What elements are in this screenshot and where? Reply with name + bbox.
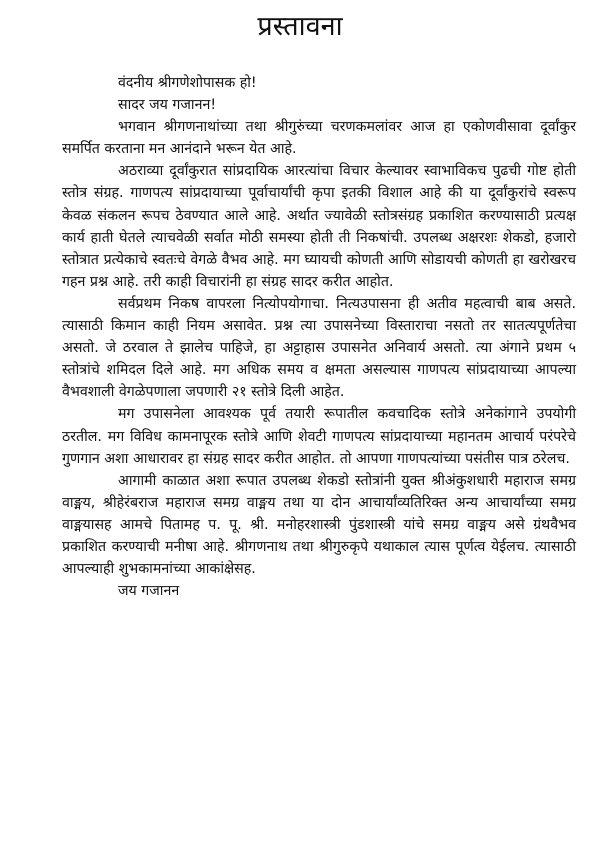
paragraph-stotra-arrangement: मग उपासनेला आवश्यक पूर्व तयारी रूपातील कवचादिक स्तोत्रे अनेकांगाने उपयोगी ठरतील. मग विविध कामनापूरक स्तोत्रे आणि शेवटी गाणपत्य सांप्रदायाच्या महानतम आचार्य परंपरेचे गुणगान अशा आधारावर हा संग्रह सादर करीत आहोत. तो आपणा गाणपत्यांच्या पसंतीस पात्र ठरेलच.: [62, 406, 576, 467]
paragraph-collection-criteria: अठराव्या दूर्वांकुरात सांप्रदायिक आरत्यांचा विचार केल्यावर स्वाभाविकच पुढची गोष्ट होती स्तोत्र संग्रह. गाणपत्य सांप्रदायाच्या पूर्वाचार्यांची कृपा इतकी विशाल आहे की या दूर्वांकुरांचे स्वरूप केवळ संकलन रूपच ठेवण्यात आले आहे. अर्थात ज्यावेळी स्तोत्रसंग्रह प्रकाशित करण्यासाठी प्रत्यक्ष कार्य हाती घेतले त्याचवेळी सर्वात मोठी समस्या होती ती निकषांची. उपलब्ध अक्षरशः शेकडो, हजारो स्तोत्रात प्रत्येकाचे स्वतःचे वेगळे वैभव आहे. मग घ्यायची कोणती आणि सोडायची कोणती हा खरोखरच गहन प्रश्न आहे. तरी काही विचारांनी हा संग्रह सादर करीत आहोत.: [62, 163, 576, 290]
page-title: प्रस्तावना: [257, 11, 343, 42]
paragraph-daily-worship: सर्वप्रथम निकष वापरला नित्योपयोगाचा. नित्यउपासना ही अतीव महत्वाची बाब असते. त्यासाठी किमान काही नियम असावेत. प्रश्न त्या उपासनेच्या विस्ताराचा नसतो तर सातत्यपूर्णतेचा असतो. जे ठरवाल ते झालेच पाहिजे, हा अट्टाहास उपासनेत अनिवार्य असतो. त्या अंगाने प्रथम ५ स्तोत्रांचे शमिदल दिले आहे. मग अधिक समय व क्षमता असल्यास गाणपत्य सांप्रदायाच्या आपल्या वैभवशाली वेगळेपणाला जपणारी २१ स्तोत्रे दिली आहेत.: [62, 295, 576, 401]
paragraph-dedication: भगवान श्रीगणनाथांच्या तथा श्रीगुरुंच्या चरणकमलांवर आज हा एकोणवीसावा दूर्वांकुर समर्पित करताना मन आनंदाने भरून येत आहे.: [62, 119, 576, 158]
salutation-line: वंदनीय श्रीगणेशोपासक हो!: [118, 75, 257, 91]
document-body: [62, 72, 576, 602]
greeting-line: सादर जय गजानन!: [118, 97, 217, 114]
paragraph-future-publications: आगामी काळात अशा रूपात उपलब्ध शेकडो स्तोत्रांनी युक्त श्रीअंकुशधारी महाराज समग्र वाङ्मय, श्रीहेरंबराज महाराज समग्र वाङ्मय तथा या दोन आचार्यांव्यतिरिक्त अन्य आचार्यांच्या समग्र वाङ्मयासह आमचे पितामह प. पू. श्री. मनोहरशास्त्री पुंडशास्त्री यांचे समग्र वाङ्मय असे ग्रंथवैभव प्रकाशित करण्याची मनीषा आहे. श्रीगणनाथ तथा श्रीगुरुकृपे यथाकाल त्यास पूर्णत्व येईलच. त्यासाठी आपल्याही शुभकामनांच्या आकांक्षेसह.: [62, 472, 576, 578]
closing-line: जय गजानन: [118, 583, 180, 600]
